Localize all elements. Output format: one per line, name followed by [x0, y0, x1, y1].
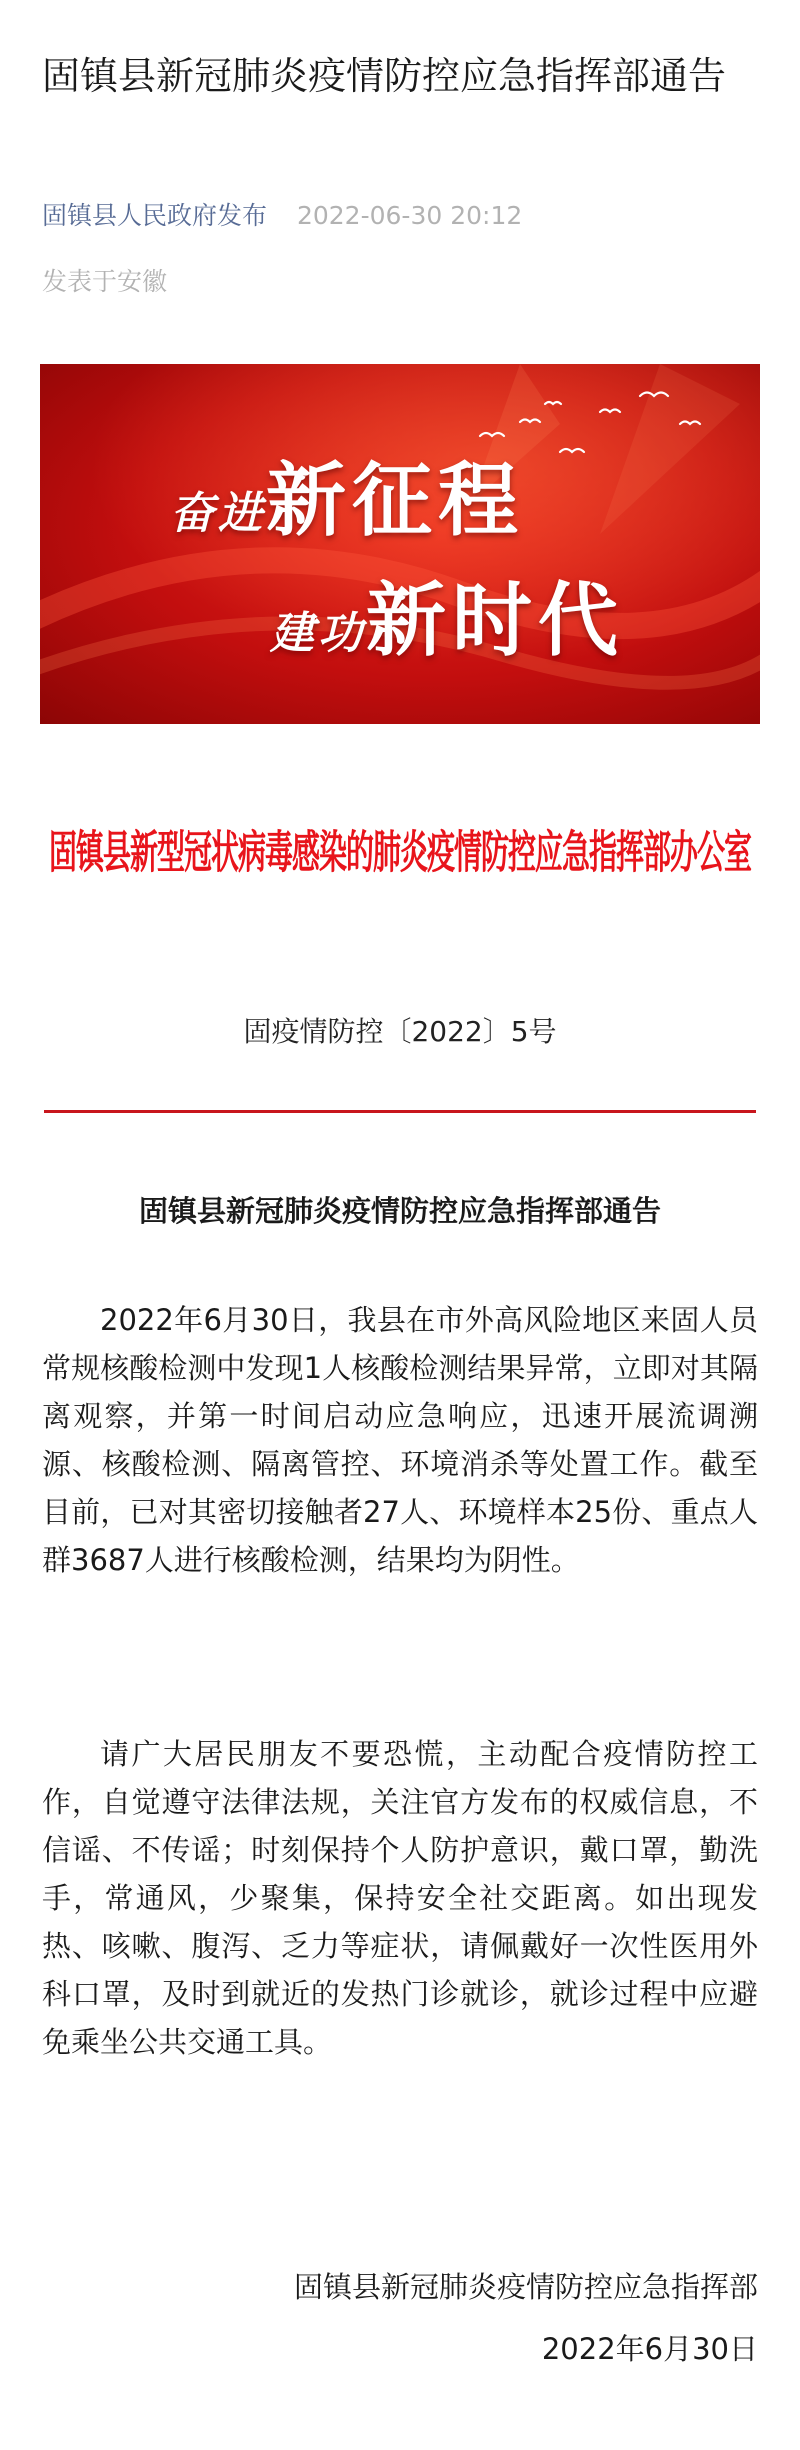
slogan-line-1 — [170, 436, 524, 551]
office-red-header — [40, 790, 760, 910]
article-title: 固镇县新冠肺炎疫情防控应急指挥部通告 — [42, 54, 727, 98]
red-divider-line — [44, 1110, 756, 1113]
publisher-link[interactable]: 固镇县人民政府发布 — [42, 201, 268, 230]
document-number: 固疫情防控〔2022〕5号 — [243, 1015, 557, 1048]
signature-organization: 固镇县新冠肺炎疫情防控应急指挥部 — [293, 2270, 758, 2304]
notice-title: 固镇县新冠肺炎疫情防控应急指挥部通告 — [138, 1194, 661, 1228]
publish-time: 2022-06-30 20:12 — [296, 201, 523, 230]
notice-paragraph-1: 2022年6月30日，我县在市外高风险地区来固人员常规核酸检测中发现1人核酸检测结果异常，立即对其隔离观察，并第一时间启动应急响应，迅速开展流调溯源、核酸检测、隔离管控、环境消杀等处置工作。截至目前，已对其密切接触者27人、环境样本25份、重点人群3687人进行核酸检测，结果均为阴性。 — [42, 1303, 758, 1577]
signature-date: 2022年6月30日 — [541, 2332, 758, 2366]
office-red-header-text: 固镇县新型冠状病毒感染的肺炎疫情防控应急指挥部办公室 — [48, 826, 751, 879]
slogan-line-1-small: 奋进 — [170, 488, 266, 539]
slogan-line-2-big: 新时代 — [366, 573, 624, 667]
slogan-line-1-big: 新征程 — [266, 453, 524, 547]
publish-location: 发表于安徽 — [42, 267, 168, 296]
article-meta — [42, 196, 522, 236]
slogan-line-2 — [270, 556, 624, 671]
slogan-line-2-small: 建功 — [270, 608, 366, 659]
slogan-banner-image — [40, 364, 760, 724]
notice-paragraph-2: 请广大居民朋友不要恐慌，主动配合疫情防控工作，自觉遵守法律法规，关注官方发布的权威信息，不信谣、不传谣；时刻保持个人防护意识，戴口罩，勤洗手，常通风，少聚集，保持安全社交距离。如出现发热、咳嗽、腹泻、乏力等症状，请佩戴好一次性医用外科口罩，及时到就近的发热门诊就诊，就诊过程中应避免乘坐公共交通工具。 — [42, 1737, 758, 2059]
